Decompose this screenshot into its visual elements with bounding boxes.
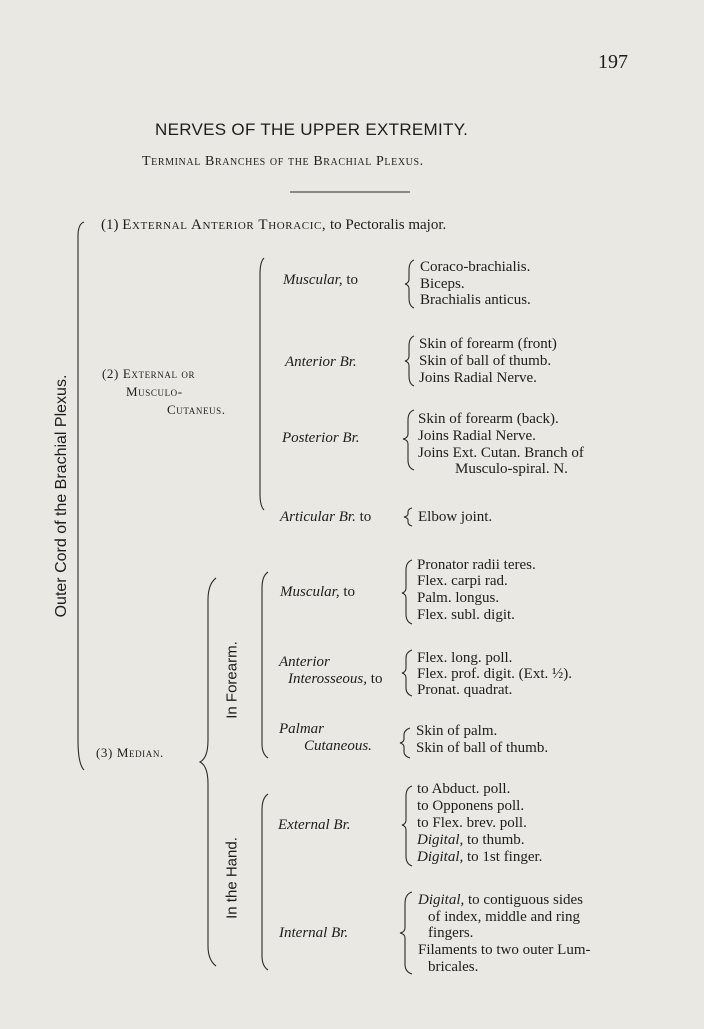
list-item: Elbow joint. bbox=[418, 509, 493, 525]
list-item: of index, middle and ring bbox=[428, 909, 581, 925]
b3-palmar-label-2: Cutaneous. bbox=[304, 738, 372, 754]
page-number: 197 bbox=[598, 51, 628, 73]
list-item: Biceps. bbox=[420, 276, 465, 292]
branch-1-name: External Anterior Thoracic, bbox=[122, 217, 327, 233]
list-item: Pronat. quadrat. bbox=[417, 682, 513, 698]
list-item: Digital, to 1st finger. bbox=[417, 849, 543, 865]
list-item: Joins Radial Nerve. bbox=[418, 428, 536, 444]
list-item: fingers. bbox=[428, 925, 474, 941]
list-item: Flex. carpi rad. bbox=[417, 573, 508, 589]
list-item: Digital, to contiguous sides bbox=[418, 892, 584, 908]
branch-2-name-line2: Musculo- bbox=[126, 384, 183, 399]
branch-2-name-line3: Cutaneus. bbox=[167, 402, 226, 417]
list-item: Skin of forearm (front) bbox=[419, 336, 557, 352]
list-item: Flex. prof. digit. (Ext. ½). bbox=[417, 666, 572, 682]
page-title: NERVES OF THE UPPER EXTREMITY. bbox=[155, 120, 469, 139]
branch-2-name-line1: External or bbox=[122, 366, 196, 381]
list-item: Palm. longus. bbox=[417, 590, 500, 606]
list-item: Skin of ball of thumb. bbox=[416, 740, 549, 756]
page-subtitle: Terminal Branches of the Brachial Plexus. bbox=[142, 154, 424, 169]
list-item: Skin of ball of thumb. bbox=[419, 353, 552, 369]
branch-1 bbox=[101, 217, 446, 234]
list-item: Musculo-spiral. N. bbox=[455, 461, 568, 477]
branch-2-number: (2) bbox=[102, 366, 119, 381]
b3-internal-label: Internal Br. bbox=[279, 925, 349, 941]
list-item: Coraco-brachialis. bbox=[420, 259, 531, 275]
list-item: to Flex. brev. poll. bbox=[417, 815, 527, 831]
branch-3-number: (3) bbox=[96, 745, 113, 760]
list-item: Skin of palm. bbox=[416, 723, 498, 739]
branch-3-name: (3) Median. bbox=[96, 745, 164, 760]
list-item: Joins Ext. Cutan. Branch of bbox=[418, 445, 584, 461]
b2-muscular-label: Muscular, to bbox=[283, 272, 359, 288]
b3-interosseous-label-2: Interosseous, to bbox=[288, 671, 383, 687]
list-item: Digital, to thumb. bbox=[417, 832, 525, 848]
list-item: Flex. long. poll. bbox=[417, 650, 513, 666]
branch-1-target: to Pectoralis major. bbox=[330, 217, 447, 233]
b2-posterior-label: Posterior Br. bbox=[282, 430, 360, 446]
branch-1-number: (1) bbox=[101, 217, 119, 233]
b2-articular-label: Articular Br. to bbox=[280, 509, 372, 525]
list-item: Pronator radii teres. bbox=[417, 557, 536, 573]
list-item: to Opponens poll. bbox=[417, 798, 525, 814]
b3-external-label: External Br. bbox=[278, 817, 351, 833]
list-item: Skin of forearm (back). bbox=[418, 411, 559, 427]
cord-label: Outer Cord of the Brachial Plexus. bbox=[53, 374, 70, 618]
b2-anterior-label: Anterior Br. bbox=[285, 354, 357, 370]
hand-label: In the Hand. bbox=[223, 837, 241, 919]
b3-interosseous-label-1: Anterior bbox=[279, 654, 330, 670]
branch-2-name bbox=[102, 366, 195, 382]
list-item: Filaments to two outer Lum- bbox=[418, 942, 591, 958]
list-item: Flex. subl. digit. bbox=[417, 607, 515, 623]
b3-muscular-label: Muscular, to bbox=[280, 584, 356, 600]
forearm-label: In Forearm. bbox=[223, 641, 241, 719]
b3-palmar-label-1: Palmar bbox=[279, 721, 324, 737]
list-item: bricales. bbox=[428, 959, 479, 975]
list-item: to Abduct. poll. bbox=[417, 781, 511, 797]
list-item: Joins Radial Nerve. bbox=[419, 370, 537, 386]
list-item: Brachialis anticus. bbox=[420, 292, 531, 308]
